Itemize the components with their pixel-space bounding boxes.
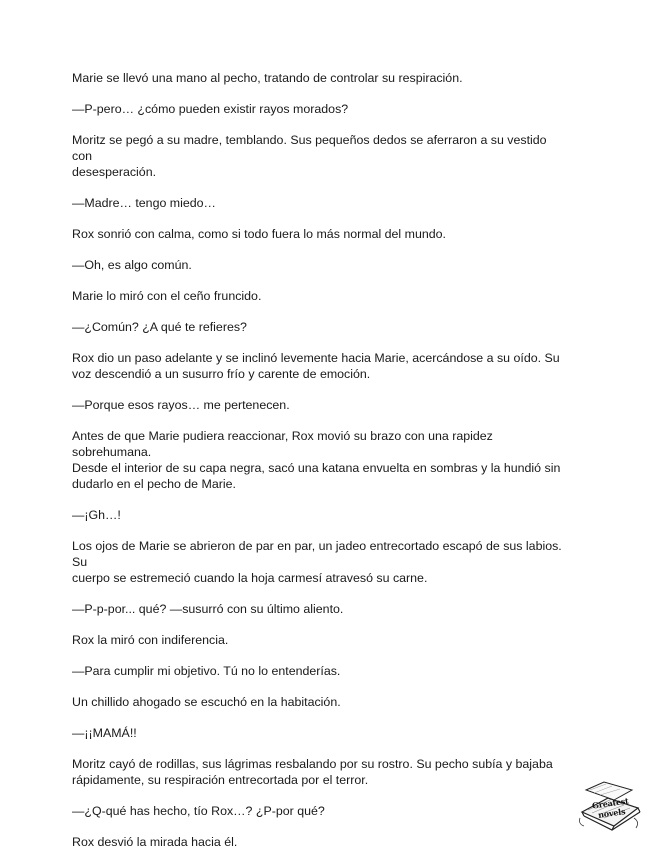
story-text xyxy=(72,70,562,865)
paragraph: Rox dio un paso adelante y se inclinó levemente hacia Marie, acercándose a su oído. Su voz descendió a un susurro frío y carente de emoción. xyxy=(72,351,560,381)
paragraph: Rox desvió la mirada hacia él. xyxy=(72,835,238,849)
watermark-logo xyxy=(574,768,646,840)
watermark-text: Greatest novels xyxy=(591,795,630,820)
paragraph: Moritz se pegó a su madre, temblando. Sus pequeños dedos se aferraron a su vestido con desesperación. xyxy=(72,133,547,179)
paragraph: —Oh, es algo común. xyxy=(72,258,192,272)
paragraph: —¿Q-qué has hecho, tío Rox…? ¿P-por qué? xyxy=(72,804,325,818)
paragraph: —P-pero… ¿cómo pueden existir rayos morados? xyxy=(72,102,349,116)
paragraph: Los ojos de Marie se abrieron de par en par, un jadeo entrecortado escapó de sus labios. Su cuerpo se estremeció cuando la hoja carmesí atravesó su carne. xyxy=(72,539,562,585)
paragraph: Antes de que Marie pudiera reaccionar, Rox movió su brazo con una rapidez sobrehumana. Desde el interior de su capa negra, sacó una katana envuelta en sombras y la hundió sin dudarlo en el pecho de Marie. xyxy=(72,429,561,491)
paragraph: —Para cumplir mi objetivo. Tú no lo entenderías. xyxy=(72,664,341,678)
paragraph: Marie lo miró con el ceño fruncido. xyxy=(72,289,262,303)
paragraph: Moritz cayó de rodillas, sus lágrimas resbalando por su rostro. Su pecho subía y bajaba rápidamente, su respiración entrecortada por el terror. xyxy=(72,757,553,787)
paragraph: Rox sonrió con calma, como si todo fuera lo más normal del mundo. xyxy=(72,227,446,241)
paragraph: Marie se llevó una mano al pecho, tratando de controlar su respiración. xyxy=(72,71,463,85)
paragraph: Un chillido ahogado se escuchó en la habitación. xyxy=(72,695,341,709)
paragraph: —Porque esos rayos… me pertenecen. xyxy=(72,398,290,412)
paragraph: Rox la miró con indiferencia. xyxy=(72,633,229,647)
paragraph: —¿Común? ¿A qué te refieres? xyxy=(72,320,247,334)
paragraph: —Madre… tengo miedo… xyxy=(72,196,216,210)
paragraph: —¡¡MAMÁ!! xyxy=(72,726,137,740)
paragraph: —¡Gh…! xyxy=(72,508,121,522)
paragraph: —P-p-por... qué? —susurró con su último aliento. xyxy=(72,602,344,616)
